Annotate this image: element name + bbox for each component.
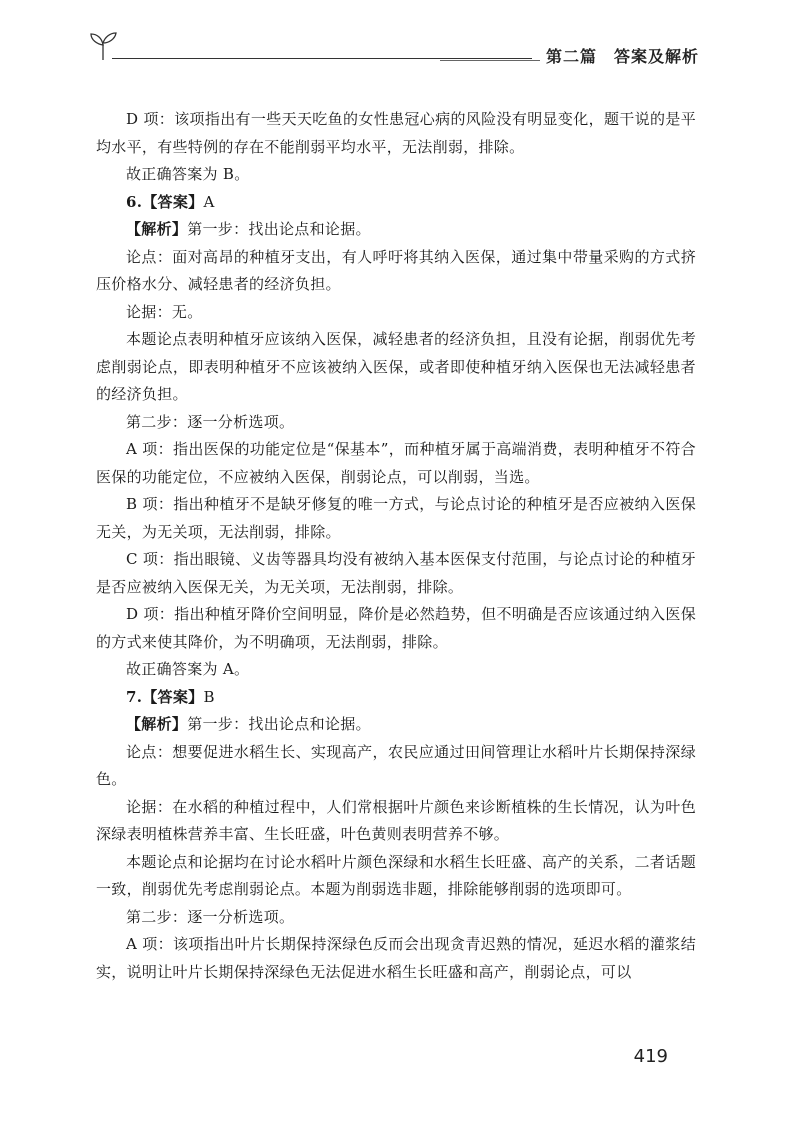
section-title: 第二篇 答案及解析: [546, 47, 700, 66]
paragraph-text: 本题论点和论据均在讨论水稻叶片颜色深绿和水稻生长旺盛、高产的关系，二者话题一致，削弱优先考虑削弱论点。本题为削弱选非题，排除能够削弱的选项即可。: [96, 852, 696, 898]
paragraph-text: A 项：指出医保的功能定位是“保基本”，而种植牙属于高端消费，表明种植牙不符合医保的功能定位，不应被纳入医保，削弱论点，可以削弱，当选。: [96, 440, 696, 486]
paragraph-text: D 项：该项指出有一些天天吃鱼的女性患冠心病的风险没有明显变化，题干说的是平均水平，有些特例的存在不能削弱平均水平，无法削弱，排除。: [96, 110, 696, 156]
paragraph-text: D 项：指出种植牙降价空间明显，降价是必然趋势，但不明确是否应该通过纳入医保的方式来使其降价，为不明确项，无法削弱，排除。: [96, 605, 696, 651]
paragraph: [96, 189, 696, 217]
paragraph-text: 论点：面对高昂的种植牙支出，有人呼吁将其纳入医保，通过集中带量采购的方式挤压价格水分、减轻患者的经济负担。: [96, 247, 696, 293]
paragraph-text: C 项：指出眼镜、义齿等器具均没有被纳入基本医保支付范围，与论点讨论的种植牙是否应被纳入医保无关，为无关项，无法削弱，排除。: [96, 550, 696, 596]
paragraph: [96, 161, 696, 189]
header-rule-thin: [440, 60, 540, 61]
paragraph: [96, 326, 696, 409]
paragraph: [96, 849, 696, 904]
paragraph-text: 论据：无。: [126, 302, 203, 321]
paragraph-text: B 项：指出种植牙不是缺牙修复的唯一方式，与论点讨论的种植牙是否应被纳入医保无关，为无关项，无法削弱，排除。: [96, 495, 696, 541]
paragraph-text: 本题论点表明种植牙应该纳入医保，减轻患者的经济负担，且没有论据，削弱优先考虑削弱论点，即表明种植牙不应该被纳入医保，或者即使种植牙纳入医保也无法减轻患者的经济负担。: [96, 330, 696, 403]
paragraph-text: A 项：该项指出叶片长期保持深绿色反而会出现贪青迟熟的情况，延迟水稻的灌浆结实，说明让叶片长期保持深绿色无法促进水稻生长旺盛和高产，削弱论点，可以: [96, 935, 696, 981]
paragraph-text: 论据：在水稻的种植过程中，人们常根据叶片颜色来诊断植株的生长情况，认为叶色深绿表明植株营养丰富、生长旺盛，叶色黄则表明营养不够。: [96, 797, 696, 843]
paragraph: [96, 684, 696, 712]
paragraph-text: 论点：想要促进水稻生长、实现高产，农民应通过田间管理让水稻叶片长期保持深绿色。: [96, 742, 696, 788]
bold-label: 6.【答案】: [126, 192, 204, 211]
paragraph: [96, 216, 696, 244]
bold-label: 7.【答案】: [126, 687, 204, 706]
paragraph: [96, 601, 696, 656]
paragraph: [96, 739, 696, 794]
paragraph: [96, 931, 696, 986]
paragraph: [96, 711, 696, 739]
paragraph: [96, 656, 696, 684]
paragraph-text: 第二步：逐一分析选项。: [126, 412, 295, 431]
sprout-icon: [88, 28, 118, 62]
page-body: [96, 106, 696, 986]
paragraph: [96, 546, 696, 601]
paragraph-text: 故正确答案为 A。: [126, 660, 250, 678]
paragraph: [96, 244, 696, 299]
paragraph: [96, 299, 696, 327]
header-rule: [112, 58, 532, 59]
page-number: 419: [633, 1046, 668, 1067]
paragraph: [96, 106, 696, 161]
paragraph: [96, 904, 696, 932]
paragraph-text: 第一步：找出论点和论据。: [187, 220, 371, 238]
paragraph: [96, 436, 696, 491]
paragraph-text: B: [203, 687, 215, 706]
paragraph-text: 第二步：逐一分析选项。: [126, 907, 295, 926]
paragraph: [96, 794, 696, 849]
paragraph-text: A: [203, 192, 215, 211]
bold-label: 【解析】: [126, 220, 188, 238]
paragraph: [96, 491, 696, 546]
bold-label: 【解析】: [126, 715, 188, 733]
paragraph-text: 第一步：找出论点和论据。: [187, 715, 371, 733]
page-header: [0, 0, 800, 80]
paragraph-text: 故正确答案为 B。: [126, 165, 250, 183]
paragraph: [96, 409, 696, 437]
